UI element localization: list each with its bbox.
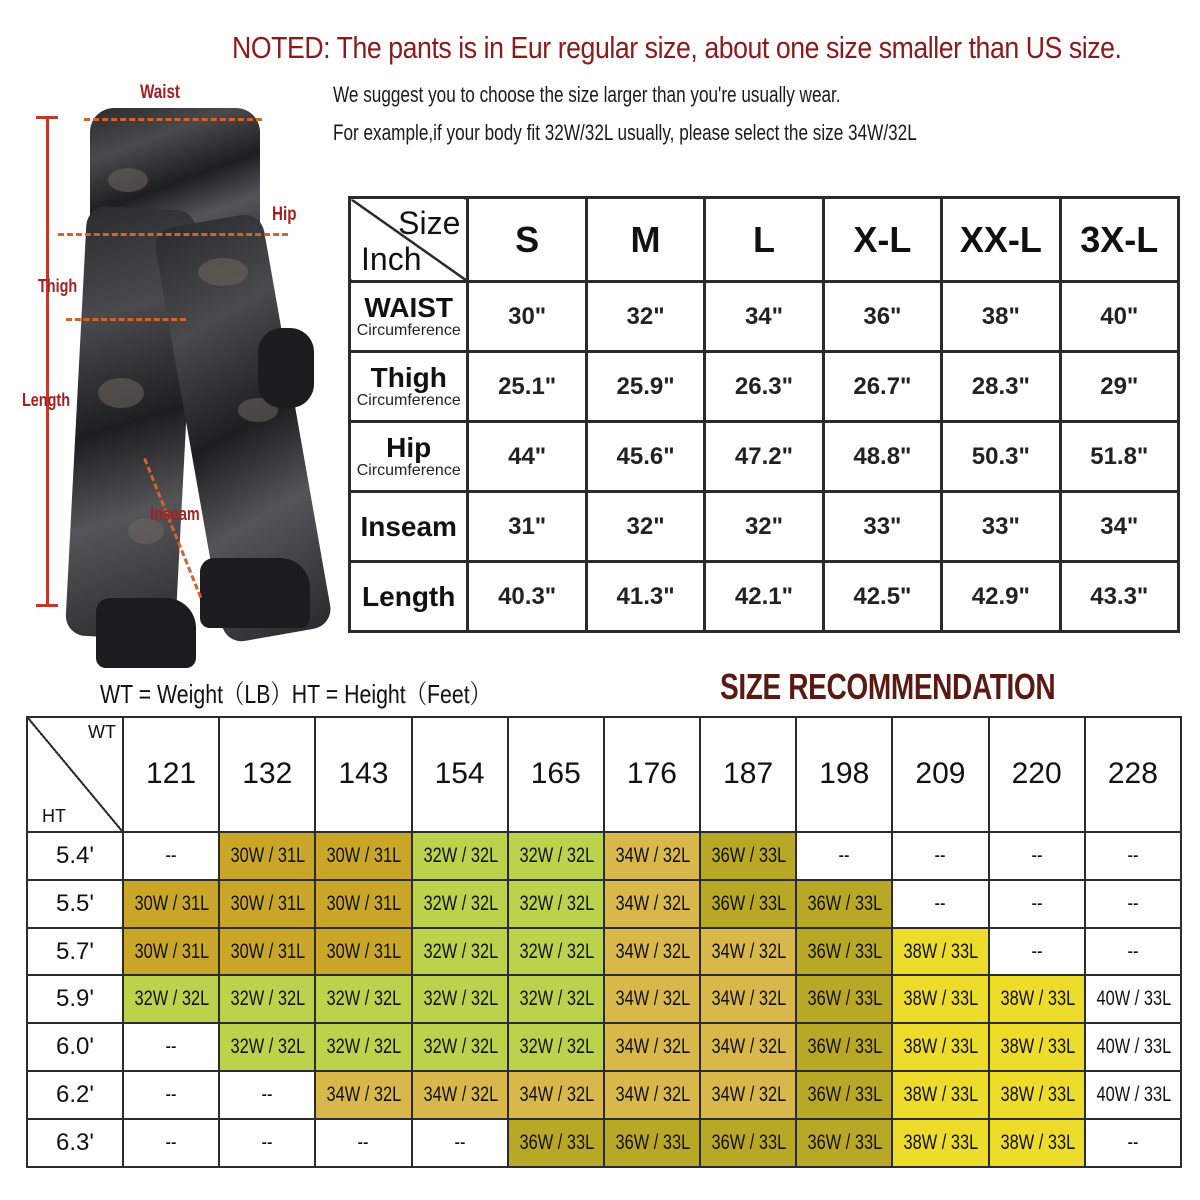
measurement-label: Inseam (360, 510, 457, 542)
recommended-size-cell (989, 975, 1085, 1023)
length-measure-cap-top (36, 116, 58, 119)
measurement-value: 34" (705, 282, 823, 352)
recommended-size-text: 38W / 33L (903, 1035, 979, 1059)
recommended-size-text: -- (454, 1131, 466, 1155)
recommended-size-cell (989, 1119, 1085, 1167)
recommended-size-cell (219, 832, 315, 880)
recommended-size-cell (604, 1023, 700, 1071)
recommended-size-cell (1085, 1023, 1181, 1071)
recommended-size-cell (700, 880, 796, 928)
recommended-size-text: 34W / 32L (711, 1035, 787, 1059)
size-row (350, 352, 1179, 422)
measurement-value: 32" (586, 492, 704, 562)
recommended-size-cell (219, 975, 315, 1023)
measurement-value: 33" (823, 492, 941, 562)
recommended-size-text: 38W / 33L (1000, 1131, 1075, 1155)
height-label: 6.2' (27, 1071, 123, 1119)
corner-inch-label: Inch (361, 241, 422, 277)
recommended-size-cell (412, 880, 508, 928)
camo-patch (198, 258, 248, 286)
no-recommendation-cell (123, 1071, 219, 1119)
recommended-size-text: 32W / 32L (519, 987, 594, 1011)
measurement-sublabel: Circumference (356, 391, 461, 409)
size-recommendation-table (26, 716, 1182, 1168)
recommended-size-cell (508, 928, 604, 976)
measurement-label: Hip (386, 431, 432, 463)
recommended-size-text: 38W / 33L (1000, 1083, 1075, 1107)
size-header: X-L (823, 198, 941, 282)
recommended-size-text: -- (1127, 891, 1139, 915)
recommended-size-text: -- (165, 1035, 177, 1059)
measurement-label-cell (350, 422, 468, 492)
weight-header: 143 (315, 717, 411, 832)
recommended-size-text: 30W / 31L (326, 843, 402, 867)
recommended-size-text: 34W / 32L (326, 1083, 402, 1107)
recommended-size-text: -- (1031, 939, 1043, 963)
recommended-size-text: 32W / 32L (423, 987, 498, 1011)
recommended-size-cell (508, 1071, 604, 1119)
recommended-size-text: 30W / 31L (230, 939, 306, 963)
recommended-size-text: -- (165, 1083, 177, 1107)
measurement-label: Thigh (370, 361, 447, 393)
thigh-label: Thigh (38, 276, 78, 296)
size-header: 3X-L (1060, 198, 1178, 282)
recommended-size-text: 36W / 33L (807, 1083, 883, 1107)
measurement-value: 44" (468, 422, 586, 492)
weight-header: 176 (604, 717, 700, 832)
recommended-size-text: -- (1127, 1131, 1139, 1155)
recommended-size-text: 34W / 32L (711, 1083, 787, 1107)
weight-header: 121 (123, 717, 219, 832)
recommended-size-text: 38W / 33L (903, 1083, 979, 1107)
recommended-size-text: 34W / 32L (711, 987, 787, 1011)
weight-header: 198 (796, 717, 892, 832)
recommended-size-cell (123, 975, 219, 1023)
recommended-size-text: 32W / 32L (230, 987, 306, 1011)
recommended-size-cell (1085, 975, 1181, 1023)
recommended-size-cell (412, 1071, 508, 1119)
no-recommendation-cell (123, 1119, 219, 1167)
measurement-value: 38" (942, 282, 1060, 352)
recommended-size-cell (508, 975, 604, 1023)
no-recommendation-cell (1085, 1119, 1181, 1167)
size-inch-corner-cell (350, 198, 468, 282)
recommended-size-cell (315, 928, 411, 976)
no-recommendation-cell (315, 1119, 411, 1167)
recommended-size-text: 30W / 31L (326, 891, 402, 915)
height-row (27, 1071, 1181, 1119)
recommended-size-cell (219, 928, 315, 976)
measurement-value: 42.9" (942, 562, 1060, 632)
height-label: 5.5' (27, 880, 123, 928)
no-recommendation-cell (989, 928, 1085, 976)
recommended-size-cell (123, 928, 219, 976)
right-boot (200, 558, 310, 628)
recommended-size-text: 34W / 32L (615, 843, 691, 867)
recommended-size-text: -- (1127, 939, 1139, 963)
recommended-size-text: 34W / 32L (519, 1083, 594, 1107)
measurement-label-cell (350, 352, 468, 422)
no-recommendation-cell (123, 832, 219, 880)
measurement-label-cell (350, 492, 468, 562)
measurement-value: 41.3" (586, 562, 704, 632)
no-recommendation-cell (989, 832, 1085, 880)
camo-patch (98, 378, 144, 408)
recommended-size-text: 32W / 32L (423, 1035, 498, 1059)
recommended-size-cell (315, 832, 411, 880)
notice-suggestion: We suggest you to choose the size larger than you're usually wear. (333, 82, 841, 107)
height-row (27, 832, 1181, 880)
size-row (350, 492, 1179, 562)
size-recommendation-title: SIZE RECOMMENDATION (720, 666, 1056, 707)
recommended-size-text: 36W / 33L (807, 987, 883, 1011)
recommended-size-text: 34W / 32L (615, 1083, 691, 1107)
recommended-size-text: 32W / 32L (423, 891, 498, 915)
size-header: S (468, 198, 586, 282)
recommended-size-text: 34W / 32L (615, 987, 691, 1011)
recommended-size-text: 30W / 31L (134, 891, 210, 915)
measurement-value: 51.8" (1060, 422, 1178, 492)
recommended-size-text: 40W / 33L (1096, 987, 1171, 1011)
recommended-size-text: 32W / 32L (519, 843, 594, 867)
recommended-size-text: -- (1127, 843, 1139, 867)
measurement-value: 47.2" (705, 422, 823, 492)
recommended-size-text: 36W / 33L (711, 1131, 787, 1155)
recommended-size-text: 36W / 33L (807, 891, 883, 915)
recommended-size-cell (219, 880, 315, 928)
weight-header: 209 (892, 717, 988, 832)
recommended-size-text: 34W / 32L (711, 939, 787, 963)
measurement-value: 25.9" (586, 352, 704, 422)
recommended-size-cell (604, 928, 700, 976)
left-boot (96, 598, 196, 668)
size-row (350, 422, 1179, 492)
weight-header: 228 (1085, 717, 1181, 832)
size-row (350, 562, 1179, 632)
weight-header: 187 (700, 717, 796, 832)
weight-header: 165 (508, 717, 604, 832)
recommended-size-cell (796, 975, 892, 1023)
recommended-size-text: 36W / 33L (615, 1131, 691, 1155)
measurement-sublabel: Circumference (356, 461, 461, 479)
no-recommendation-cell (796, 832, 892, 880)
recommended-size-cell (412, 1023, 508, 1071)
recommended-size-cell (315, 880, 411, 928)
no-recommendation-cell (1085, 832, 1181, 880)
recommended-size-text: 32W / 32L (134, 987, 210, 1011)
recommended-size-text: 32W / 32L (519, 891, 594, 915)
recommended-size-cell (604, 1071, 700, 1119)
height-row (27, 880, 1181, 928)
measurement-value: 40.3" (468, 562, 586, 632)
length-measure-cap-bottom (36, 604, 58, 607)
recommended-size-text: 38W / 33L (1000, 987, 1075, 1011)
height-label: 5.7' (27, 928, 123, 976)
size-header-row (350, 198, 1179, 282)
recommended-size-text: 30W / 31L (134, 939, 210, 963)
recommended-size-cell (796, 880, 892, 928)
corner-wt-label: WT (88, 722, 116, 742)
measurement-value: 36" (823, 282, 941, 352)
recommended-size-text: 36W / 33L (711, 843, 787, 867)
recommended-size-text: 40W / 33L (1096, 1083, 1171, 1107)
measurement-value: 25.1" (468, 352, 586, 422)
measurement-value: 32" (705, 492, 823, 562)
measurement-value: 42.1" (705, 562, 823, 632)
recommended-size-cell (700, 928, 796, 976)
measurement-value: 26.7" (823, 352, 941, 422)
recommended-size-text: -- (934, 891, 946, 915)
measurement-label: Length (362, 580, 456, 612)
recommended-size-text: -- (934, 843, 946, 867)
weight-height-legend: WT = Weight（LB）HT = Height（Feet） (100, 679, 492, 709)
recommended-size-cell (1085, 1071, 1181, 1119)
recommended-size-cell (604, 975, 700, 1023)
recommended-size-cell (796, 1023, 892, 1071)
recommended-size-cell (892, 1071, 988, 1119)
recommended-size-text: 34W / 32L (615, 891, 691, 915)
measurement-value: 40" (1060, 282, 1178, 352)
recommended-size-text: 36W / 33L (519, 1131, 594, 1155)
camo-patch (108, 168, 148, 192)
recommended-size-text: 30W / 31L (326, 939, 402, 963)
thigh-measure-line (66, 318, 186, 321)
recommended-size-cell (700, 832, 796, 880)
weight-header-row (27, 717, 1181, 832)
measurement-label: WAIST (364, 291, 454, 323)
recommended-size-cell (508, 880, 604, 928)
measurement-sublabel: Circumference (356, 321, 461, 339)
measurement-label-cell (350, 282, 468, 352)
knee-pad (258, 328, 314, 408)
recommended-size-cell (796, 1071, 892, 1119)
recommended-size-cell (508, 1023, 604, 1071)
measurement-value: 43.3" (1060, 562, 1178, 632)
pants-figure (18, 78, 338, 678)
notice-example: For example,if your body fit 32W/32L usually, please select the size 34W/32L (333, 120, 917, 145)
recommended-size-text: 34W / 32L (423, 1083, 498, 1107)
recommended-size-text: -- (165, 1131, 177, 1155)
no-recommendation-cell (219, 1071, 315, 1119)
recommended-size-cell (700, 975, 796, 1023)
notice-title: NOTED: The pants is in Eur regular size, about one size smaller than US size. (232, 30, 1122, 65)
recommended-size-text: 30W / 31L (230, 891, 306, 915)
measurement-value: 31" (468, 492, 586, 562)
recommended-size-text: 34W / 32L (615, 939, 691, 963)
recommended-size-cell (892, 928, 988, 976)
no-recommendation-cell (412, 1119, 508, 1167)
measurement-value: 29" (1060, 352, 1178, 422)
recommended-size-cell (892, 1023, 988, 1071)
recommended-size-cell (796, 928, 892, 976)
weight-header: 132 (219, 717, 315, 832)
recommended-size-cell (412, 975, 508, 1023)
no-recommendation-cell (892, 880, 988, 928)
corner-size-label: Size (398, 205, 461, 241)
recommended-size-text: 34W / 32L (615, 1035, 691, 1059)
measurement-value: 42.5" (823, 562, 941, 632)
height-row (27, 1023, 1181, 1071)
recommended-size-cell (315, 975, 411, 1023)
recommended-size-cell (604, 880, 700, 928)
size-header: L (705, 198, 823, 282)
recommended-size-text: 32W / 32L (519, 1035, 594, 1059)
recommended-size-text: -- (165, 843, 177, 867)
waist-label: Waist (140, 82, 180, 103)
no-recommendation-cell (219, 1119, 315, 1167)
length-label: Length (22, 390, 70, 410)
recommended-size-cell (700, 1071, 796, 1119)
height-row (27, 1119, 1181, 1167)
measurement-value: 45.6" (586, 422, 704, 492)
recommended-size-cell (604, 832, 700, 880)
no-recommendation-cell (1085, 928, 1181, 976)
height-label: 5.9' (27, 975, 123, 1023)
measurement-value: 33" (942, 492, 1060, 562)
height-label: 5.4' (27, 832, 123, 880)
recommended-size-text: 30W / 31L (230, 843, 306, 867)
no-recommendation-cell (989, 880, 1085, 928)
hip-label: Hip (272, 204, 297, 225)
measurement-value: 30" (468, 282, 586, 352)
height-row (27, 975, 1181, 1023)
recommended-size-text: -- (838, 843, 850, 867)
wt-ht-corner-cell (27, 717, 123, 832)
recommended-size-text: 40W / 33L (1096, 1035, 1171, 1059)
measurement-value: 28.3" (942, 352, 1060, 422)
recommended-size-cell (508, 1119, 604, 1167)
recommended-size-text: -- (1031, 843, 1043, 867)
height-row (27, 928, 1181, 976)
recommended-size-text: 36W / 33L (807, 1035, 883, 1059)
weight-header: 220 (989, 717, 1085, 832)
recommended-size-cell (796, 1119, 892, 1167)
no-recommendation-cell (1085, 880, 1181, 928)
recommended-size-text: 38W / 33L (903, 939, 979, 963)
recommended-size-text: 38W / 33L (903, 987, 979, 1011)
recommended-size-text: 32W / 32L (423, 843, 498, 867)
recommended-size-text: 32W / 32L (230, 1035, 306, 1059)
measurement-value: 48.8" (823, 422, 941, 492)
size-header: XX-L (942, 198, 1060, 282)
recommended-size-text: 32W / 32L (326, 987, 402, 1011)
recommended-size-cell (315, 1023, 411, 1071)
height-label: 6.3' (27, 1119, 123, 1167)
recommended-size-cell (508, 832, 604, 880)
recommended-size-text: 38W / 33L (903, 1131, 979, 1155)
recommended-size-text: -- (261, 1131, 273, 1155)
recommended-size-text: 36W / 33L (711, 891, 787, 915)
recommended-size-cell (989, 1071, 1085, 1119)
recommended-size-text: -- (1031, 891, 1043, 915)
measurement-label-cell (350, 562, 468, 632)
recommended-size-text: 36W / 33L (807, 1131, 883, 1155)
recommended-size-cell (989, 1023, 1085, 1071)
recommended-size-text: 32W / 32L (423, 939, 498, 963)
recommended-size-text: 32W / 32L (519, 939, 594, 963)
measurement-value: 50.3" (942, 422, 1060, 492)
recommended-size-cell (219, 1023, 315, 1071)
weight-header: 154 (412, 717, 508, 832)
recommended-size-text: 36W / 33L (807, 939, 883, 963)
corner-ht-label: HT (42, 805, 66, 826)
recommended-size-cell (700, 1119, 796, 1167)
measurement-value: 26.3" (705, 352, 823, 422)
size-row (350, 282, 1179, 352)
no-recommendation-cell (123, 1023, 219, 1071)
measurement-value: 34" (1060, 492, 1178, 562)
recommended-size-cell (412, 928, 508, 976)
size-header: M (586, 198, 704, 282)
recommended-size-cell (892, 1119, 988, 1167)
recommended-size-text: -- (357, 1131, 369, 1155)
recommended-size-text: -- (261, 1083, 273, 1107)
recommended-size-cell (412, 832, 508, 880)
height-label: 6.0' (27, 1023, 123, 1071)
recommended-size-cell (700, 1023, 796, 1071)
recommended-size-text: 32W / 32L (326, 1035, 402, 1059)
recommended-size-cell (315, 1071, 411, 1119)
size-chart-table (348, 196, 1180, 633)
recommended-size-text: 38W / 33L (1000, 1035, 1075, 1059)
recommended-size-cell (123, 880, 219, 928)
hip-measure-line (58, 233, 288, 236)
recommended-size-cell (604, 1119, 700, 1167)
no-recommendation-cell (892, 832, 988, 880)
recommended-size-cell (892, 975, 988, 1023)
measurement-value: 32" (586, 282, 704, 352)
inseam-label: Inseam (150, 504, 200, 524)
waist-measure-line (84, 118, 262, 121)
length-measure-line (46, 118, 49, 605)
